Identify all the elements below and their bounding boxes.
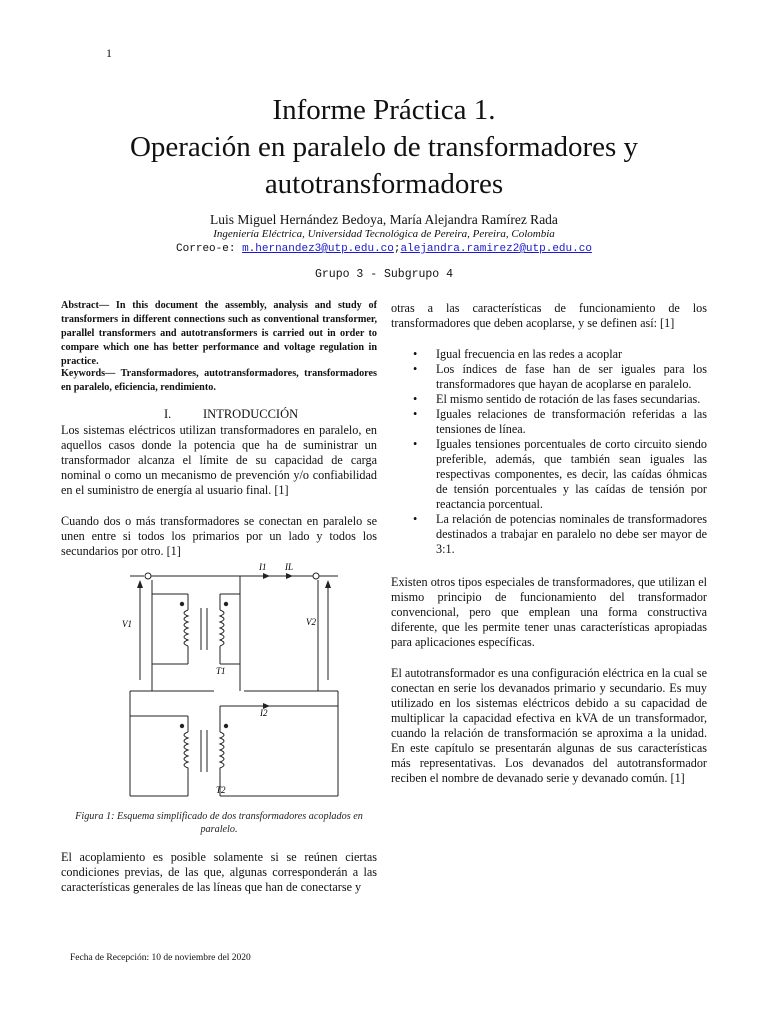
list-item: • Iguales relaciones de transformación referidas a las tensiones de línea. bbox=[391, 407, 707, 437]
figure-1-caption: Figura 1: Esquema simplificado de dos transformadores acoplados en paralelo. bbox=[75, 811, 363, 835]
title-line-3: autotransformadores bbox=[264, 168, 504, 200]
label-v2: V2 bbox=[306, 617, 316, 627]
label-t2: T2 bbox=[216, 785, 226, 795]
right-paragraph-1: Existen otros tipos especiales de transformadores, que utilizan el mismo principio de funcionamiento del transformador convencional, pero que emplean una forma constructiva diferente, que les permite tener unas características apropiadas para aplicaciones específicas. bbox=[391, 575, 707, 649]
title-line-1: Informe Práctica 1. bbox=[272, 94, 496, 126]
affiliation: Ingeniería Eléctrica, Universidad Tecnológica de Pereira, Pereira, Colombia bbox=[213, 228, 555, 240]
page-number: 1 bbox=[106, 46, 112, 60]
abstract: Abstract— In this document the assembly, analysis and study of transformers in different connections such as conventional transformer, parallel transformers and autotransformers is carried out in order to compare which one has better performance and voltage regulation in practice. bbox=[61, 300, 377, 367]
keywords: Keywords— Transformadores, autotransformadores, transformadores en paralelo, eficiencia, rendimiento. bbox=[61, 368, 377, 393]
intro-paragraph-3: El acoplamiento es posible solamente si se reúnen ciertas condiciones previas, de las que, algunas corresponderán a las características generales de las líneas que han de conectarse y bbox=[61, 850, 377, 894]
label-i2: I2 bbox=[260, 708, 268, 718]
intro-paragraph-2: Cuando dos o más transformadores se conectan en paralelo se unen entre si todos los primarios por un lado y todos los secundarios por otro. [1] bbox=[61, 514, 377, 558]
group-label: Grupo 3 - Subgrupo 4 bbox=[314, 268, 454, 281]
label-i1: I1 bbox=[259, 562, 267, 572]
list-item: • Iguales tensiones porcentuales de corto circuito siendo preferible, además, que también sean iguales las respectivas componentes, es decir, las caídas óhmicas de tensión porcentuales y las caídas de tensión por reactancia porcentual. bbox=[391, 437, 707, 512]
conditions-list bbox=[391, 347, 707, 557]
figure-1-schematic bbox=[108, 560, 346, 805]
list-item: • El mismo sentido de rotación de las fases secundarias. bbox=[391, 392, 707, 407]
footer-date: Fecha de Recepción: 10 de noviembre del 2020 bbox=[70, 953, 251, 963]
section-number: I. bbox=[164, 407, 172, 421]
email-link-2[interactable]: alejandra.ramirez2@utp.edu.co bbox=[400, 243, 592, 255]
email-separator: ; bbox=[393, 243, 401, 255]
label-il: IL bbox=[285, 562, 294, 572]
list-item: • Los índices de fase han de ser iguales para los transformadores que hayan de acoplarse en paralelo. bbox=[391, 362, 707, 392]
section-title: INTRODUCCIÓN bbox=[203, 407, 299, 421]
conditions-intro: otras a las características de funcionamiento de los transformadores que deben acoplarse, y se definen así: [1] bbox=[391, 301, 707, 330]
email-link-1[interactable]: m.hernandez3@utp.edu.co bbox=[242, 243, 394, 255]
email-line bbox=[0, 243, 768, 255]
authors: Luis Miguel Hernández Bedoya, María Alejandra Ramírez Rada bbox=[210, 212, 558, 227]
list-item: • La relación de potencias nominales de transformadores destinados a trabajar en paralelo no debe ser mayor de 3:1. bbox=[391, 512, 707, 557]
email-prefix: Correo-e: bbox=[176, 243, 243, 255]
title-line-2: Operación en paralelo de transformadores y bbox=[129, 131, 639, 163]
intro-paragraph-1: Los sistemas eléctricos utilizan transformadores en paralelo, en aquellos casos donde la potencia que ha de suministrar un transformador alcanza el límite de su capacidad de carga nominal o como un mecanismo de prevención y/o confiabilidad en el suministro de energía al usuario final. [1] bbox=[61, 423, 377, 497]
right-paragraph-2: El autotransformador es una configuración eléctrica en la cual se conectan en serie los devanados primario y secundario. Es muy utilizado en los sistemas eléctricos debido a su capacidad de multiplicar la capacidad efectiva en kVA de un transformador, cuando la relación de transformación se aproxima a la unidad. En este capítulo se presentarán algunas de sus características más representativas. Los devanados del autotransformador reciben el nombre de devanado serie y devanado común. [1] bbox=[391, 666, 707, 785]
label-t1: T1 bbox=[216, 666, 226, 676]
list-item: • Igual frecuencia en las redes a acoplar bbox=[391, 347, 707, 362]
label-v1: V1 bbox=[122, 619, 132, 629]
